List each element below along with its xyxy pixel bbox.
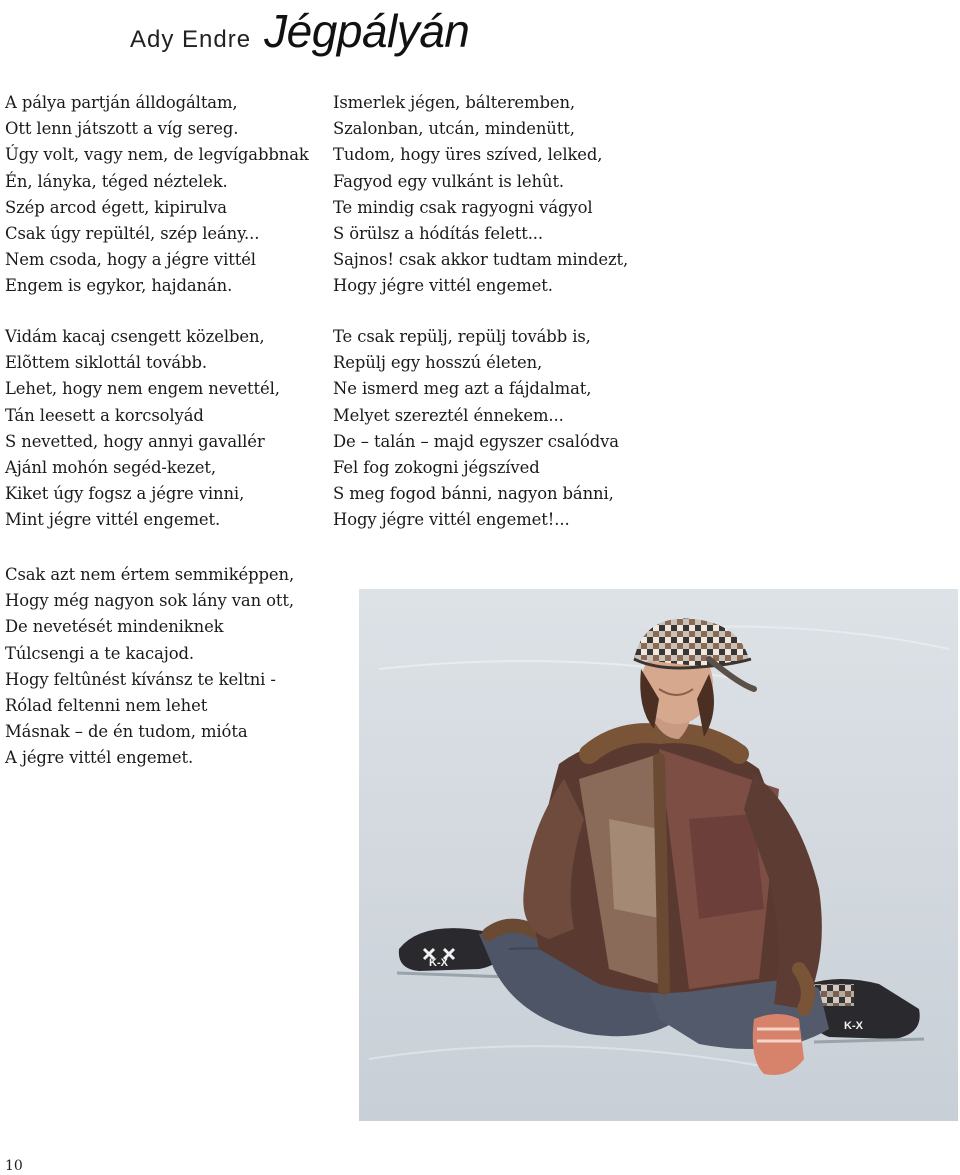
poem-line: S nevetted, hogy annyi gavallér — [5, 431, 265, 451]
poem-line: Fagyod egy vulkánt is lehût. — [333, 171, 565, 191]
poem-line: Nem csoda, hogy a jégre vittél — [5, 250, 256, 270]
poem-line: Ajánl mohón segéd-kezet, — [5, 458, 216, 478]
poem-line: S meg fogod bánni, nagyon bánni, — [333, 484, 614, 504]
poem-line: Hogy jégre vittél engemet!... — [333, 510, 570, 530]
poem-line: Mint jégre vittél engemet. — [5, 510, 221, 530]
poem-line: Lehet, hogy nem engem nevettél, — [5, 379, 280, 399]
poem-line: Másnak – de én tudom, mióta — [5, 722, 248, 742]
poem-line: De – talán – majd egyszer csalódva — [333, 431, 619, 451]
poem-line: Én, lányka, téged néztelek. — [5, 171, 228, 191]
poem-line: Csak úgy repültél, szép leány... — [5, 224, 260, 244]
stanza-1 — [5, 90, 345, 300]
poem-line: De nevetését mindeniknek — [5, 617, 224, 637]
poem-line: Szalonban, utcán, mindenütt, — [333, 119, 575, 139]
poem-line: Csak azt nem értem semmiképpen, — [5, 565, 295, 584]
poem-line: Kiket úgy fogsz a jégre vinni, — [5, 484, 245, 504]
poem-line: S örülsz a hódítás felett... — [333, 224, 544, 244]
poem-line: Ott lenn játszott a víg sereg. — [5, 119, 239, 139]
poem-line: Tán leesett a korcsolyád — [5, 405, 204, 425]
poem-line: Úgy volt, vagy nem, de legvígabbnak — [5, 145, 309, 165]
photo-girl-on-ice — [359, 589, 958, 1121]
poem-line: Ismerlek jégen, bálteremben, — [333, 93, 576, 112]
poem-line: Hogy feltûnést kívánsz te keltni - — [5, 669, 276, 689]
poem-line: Melyet szereztél énnekem... — [333, 405, 564, 425]
poem-line: Vidám kacaj csengett közelben, — [5, 327, 265, 346]
poem-line: Te csak repülj, repülj tovább is, — [333, 327, 591, 346]
poem-line: Sajnos! csak akkor tudtam mindezt, — [333, 250, 629, 270]
skate-brand-right: K-X — [844, 1020, 863, 1032]
stanza-2 — [5, 324, 345, 534]
poem-line: Elõttem siklottál tovább. — [5, 353, 207, 373]
poem-line: Engem is egykor, hajdanán. — [5, 276, 233, 296]
poem-line: Repülj egy hosszú életen, — [333, 353, 543, 373]
poem-line: A jégre vittél engemet. — [5, 748, 194, 768]
skate-brand-left: K-X — [429, 957, 448, 969]
page-title — [130, 4, 469, 58]
poem-line: Tudom, hogy üres szíved, lelked, — [333, 145, 603, 165]
poem-line: Fel fog zokogni jégszíved — [333, 458, 540, 478]
poem-line: Szép arcod égett, kipirulva — [5, 197, 227, 217]
glove-shape — [753, 1014, 804, 1075]
poem-line: Te mindig csak ragyogni vágyol — [333, 197, 593, 217]
poem-line: Ne ismerd meg azt a fájdalmat, — [333, 379, 592, 399]
page-number: 10 — [5, 1158, 23, 1174]
poem-line: A pálya partján álldogáltam, — [5, 93, 238, 112]
stanza-4 — [333, 90, 673, 300]
stanza-3 — [5, 562, 345, 772]
poem-title: Jégpályán — [264, 5, 470, 57]
ice-skater-illustration — [359, 589, 958, 1121]
poem-line: Rólad feltenni nem lehet — [5, 696, 208, 716]
poem-line: Hogy jégre vittél engemet. — [333, 276, 553, 296]
author-name: Ady Endre — [130, 26, 252, 53]
poem-line: Túlcsengi a te kacajod. — [5, 643, 195, 663]
poem-line: Hogy még nagyon sok lány van ott, — [5, 591, 294, 611]
stanza-5 — [333, 324, 673, 534]
